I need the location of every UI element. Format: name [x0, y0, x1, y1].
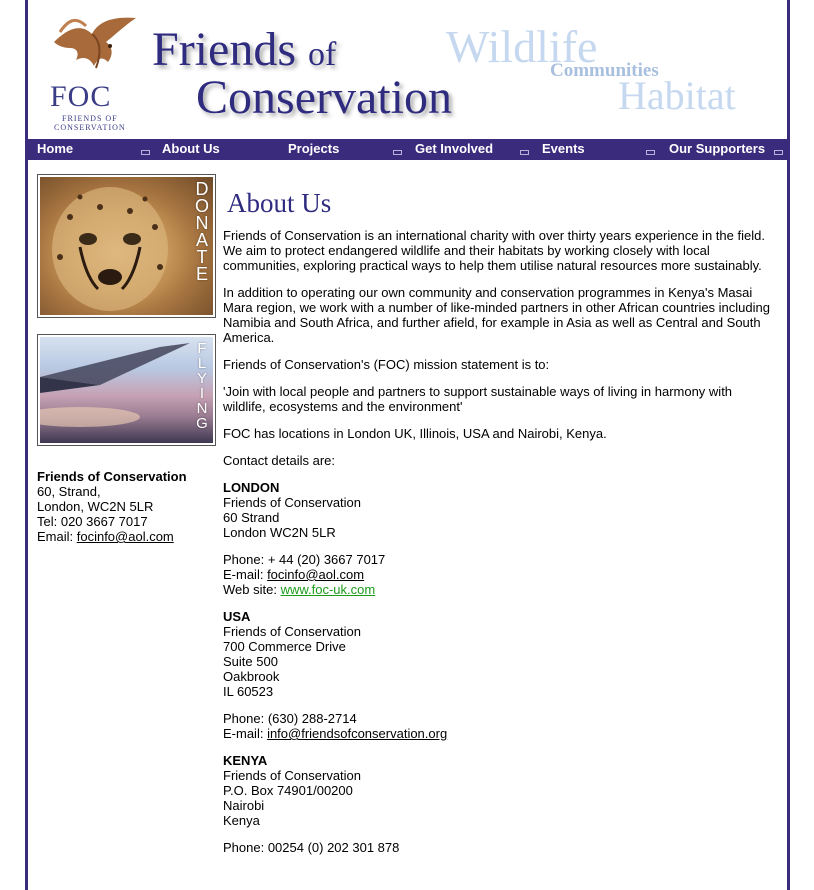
london-website-link[interactable]: www.foc-uk.com: [280, 582, 376, 597]
office-line: IL 60523: [223, 684, 274, 699]
office-line: P.O. Box 74901/00200: [223, 783, 353, 798]
office-london-contact: [223, 552, 771, 597]
logo-sub-line1: FRIENDS OF: [62, 114, 118, 123]
flying-letter: G: [196, 415, 208, 432]
brand-title-line1: [152, 22, 336, 77]
office-line: Kenya: [223, 813, 260, 828]
office-email-label: E-mail:: [223, 567, 268, 582]
sidebar-email-link[interactable]: focinfo@aol.com: [76, 529, 174, 544]
nav-projects[interactable]: Projects: [288, 141, 340, 156]
office-email-label: E-mail:: [223, 726, 268, 741]
cheetah-face-icon: [40, 177, 207, 313]
office-email-row: [223, 726, 771, 741]
sidebar-contact: [37, 469, 217, 544]
nav-projects-dropdown-icon[interactable]: [393, 150, 402, 155]
flying-promo[interactable]: [37, 334, 216, 446]
office-usa: [223, 609, 771, 699]
donate-letter: T: [196, 247, 208, 267]
tagline-wildlife: Wildlife: [446, 21, 598, 72]
nav-our-supporters[interactable]: Our Supporters: [669, 141, 766, 156]
nav-events-dropdown-icon[interactable]: [646, 150, 655, 155]
tagline-communities: Communities: [550, 60, 659, 81]
office-line: Friends of Conservation: [223, 624, 362, 639]
airplane-wing-image: [40, 337, 213, 443]
office-city: LONDON: [223, 480, 280, 495]
brand-word-friends: Friends: [152, 23, 296, 76]
contact-intro: Contact details are:: [223, 453, 336, 468]
flying-vertical-label: [193, 341, 211, 431]
main-nav: [28, 139, 787, 160]
nav-getinvolved-dropdown-icon[interactable]: [520, 150, 529, 155]
london-email-link[interactable]: focinfo@aol.com: [267, 567, 365, 582]
sidebar-email-label: Email:: [37, 529, 77, 544]
office-line: Suite 500: [223, 654, 278, 669]
office-line: 700 Commerce Drive: [223, 639, 346, 654]
logo-sub-line2: CONSERVATION: [54, 123, 126, 132]
eagle-icon: [46, 12, 142, 78]
office-kenya: [223, 753, 771, 828]
donate-letter: A: [195, 230, 208, 250]
office-line: Nairobi: [223, 798, 265, 813]
nav-about-dropdown-icon[interactable]: [141, 150, 150, 155]
office-kenya-contact: [223, 840, 771, 855]
office-web-label: Web site:: [223, 582, 281, 597]
sidebar-email-row: [37, 529, 217, 544]
nav-about-us[interactable]: About Us: [162, 141, 220, 156]
flying-letter: I: [199, 385, 205, 402]
office-city: USA: [223, 609, 251, 624]
donate-letter: N: [195, 213, 209, 233]
office-phone: Phone: + 44 (20) 3667 7017: [223, 552, 386, 567]
logo-abbr: FOC: [50, 80, 112, 113]
nav-home[interactable]: Home: [37, 141, 74, 156]
office-line: 60 Strand: [223, 510, 280, 525]
nav-events[interactable]: Events: [542, 141, 585, 156]
sidebar-org-name: Friends of Conservation: [37, 469, 187, 484]
main-content: [223, 186, 771, 867]
nav-get-involved[interactable]: Get Involved: [415, 141, 494, 156]
office-line: Oakbrook: [223, 669, 280, 684]
office-city: KENYA: [223, 753, 268, 768]
mission-statement: 'Join with local people and partners to support sustainable ways of living in harmony with wildlife, ecosystems and the environment': [223, 384, 733, 414]
office-line: Friends of Conservation: [223, 768, 362, 783]
donate-letter: E: [195, 264, 208, 284]
office-phone: Phone: 00254 (0) 202 301 878: [223, 840, 400, 855]
flying-letter: F: [197, 340, 207, 357]
locations-paragraph: FOC has locations in London UK, Illinois, USA and Nairobi, Kenya.: [223, 426, 607, 441]
page-title: About Us: [227, 188, 332, 218]
sidebar-address-line2: London, WC2N 5LR: [37, 499, 154, 514]
cheetah-image: [40, 177, 213, 315]
programmes-paragraph: In addition to operating our own community and conservation programmes in Kenya's Masai Mara region, we work with a number of like-minded partners in other African countries including Namibia and South Africa, and further afield, for example in Asia as well as Central and South America.: [223, 285, 770, 345]
flying-letter: L: [197, 355, 207, 372]
brand-title-line2: Conservation: [196, 71, 452, 124]
sidebar-address-line1: 60, Strand,: [37, 484, 101, 499]
site-header: [28, 0, 787, 138]
logo-subtitle: [54, 114, 126, 132]
donate-promo[interactable]: [37, 174, 216, 318]
plane-wing-icon: [40, 337, 207, 441]
flying-letter: Y: [196, 370, 207, 387]
tagline-habitat: Habitat: [618, 73, 736, 118]
donate-letter: D: [195, 179, 209, 199]
office-email-row: [223, 567, 771, 582]
foc-logo[interactable]: [46, 12, 142, 132]
office-web-row: [223, 582, 771, 597]
flying-letter: N: [196, 400, 208, 417]
intro-paragraph: Friends of Conservation is an international charity with over thirty years experience in the field. We aim to protect endangered wildlife and their habitats by working closely with local communities, exploring practical ways to help them utilise natural resources more sustainably.: [223, 228, 765, 273]
mission-intro: Friends of Conservation's (FOC) mission statement is to:: [223, 357, 550, 372]
nav-supporters-dropdown-icon[interactable]: [774, 150, 783, 155]
brand-word-of: of: [308, 36, 337, 73]
donate-vertical-label: [193, 181, 211, 283]
usa-email-link[interactable]: info@friendsofconservation.org: [267, 726, 448, 741]
office-usa-contact: [223, 711, 771, 741]
sidebar-tel: Tel: 020 3667 7017: [37, 514, 148, 529]
office-phone: Phone: (630) 288-2714: [223, 711, 357, 726]
office-line: Friends of Conservation: [223, 495, 362, 510]
donate-letter: O: [194, 196, 209, 216]
office-london: [223, 480, 771, 540]
office-line: London WC2N 5LR: [223, 525, 336, 540]
